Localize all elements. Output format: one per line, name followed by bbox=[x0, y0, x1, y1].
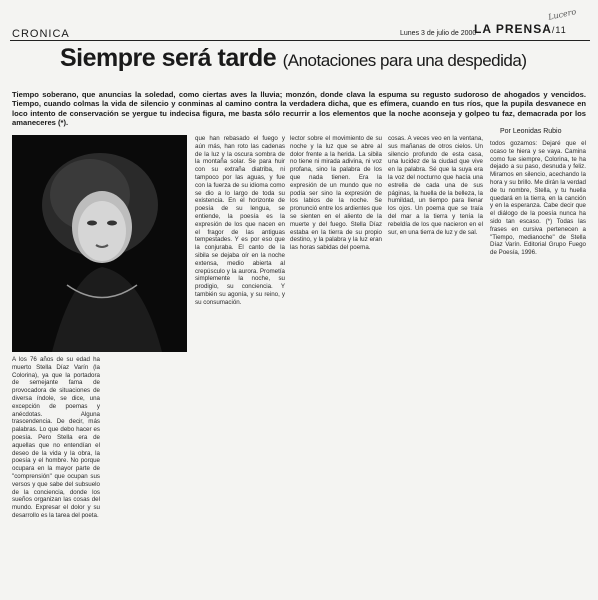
author-byline: Por Leonidas Rubio bbox=[500, 128, 562, 135]
handwritten-note: Lucero bbox=[547, 7, 577, 22]
body-column-4: cosas. A veces veo en la ventana, sus mañanas de otros cielos. Un silencio profundo de esta casa, una lucidez de la ciudad que vive en la palabra. Sé que la suya era la voz del nocturno que hacía una estrella de cada una de sus páginas, la huella de la belleza, la humildad, un tiempo para llenar los ojos. Un poema que se traía del mar a la tierra y tenía la rebeldía de los que nacieron en el sur, en una tierra de luz y de sal. bbox=[388, 135, 483, 236]
body-column-5: todos gozamos: Dejaré que el ocaso te hiera y se vaya. Camina como fue siempre, Colorina, te ha dejado a su paso, desnuda y feliz. Miramos en silencio, acechando la hora y su brillo. Me dirán la verdad de tu nombre, Stella, y tu huella quedará en la tierra, en la canción y en la esperanza. Cabe decir que el diálogo de la poesía nunca ha sido tan escaso. (*) Todas las frases en cursiva pertenecen a "Tiempo, medianoche" de Stella Díaz Varín. Editorial Grupo Fuego de Poesía, 1996. bbox=[490, 140, 586, 257]
body-column-1: A los 76 años de su edad ha muerto Stella Díaz Varín (la Colorina), ya que la portadora de semejante fama de provocadora de situaciones de diversa índole, se dice, una excepción de poemas y anécdotas. Alguna trascendencia. De decir, más palabras. Lo que debo hacer es poesía. Pero Stella era de aquellas que no entendían el deseo de la vida y la obra, la poesía y el hombre. No porque ocupara en la mayor parte de "comprensión" que ocupan sus versos y que sabe del subsuelo de la conciencia, donde los sueños organizan las cosas del mundo. Expresar el dolor y su desarrollo es la tarea del poeta. bbox=[12, 356, 100, 519]
portrait-image bbox=[12, 135, 187, 352]
header-rule bbox=[10, 40, 590, 41]
body-column-3: lector sobre el movimiento de su noche y la luz que se abre al dolor frente a la herida. La sibila no tiene ni mirada adivina, ni voz profana, sino la palabra de los que nada tienen. Era la expresión de un mundo que no podía ser sino la expresión de los labios de la noche. Se pronunció entre los ardientes que se sienten en el aliento de la muerte y del fuego. Stella Díaz estaba en la tierra de su propio destino, y la palabra y la luz eran las horas sabidas del poema. bbox=[290, 135, 382, 252]
article-headline bbox=[60, 44, 526, 73]
section-label: CRONICA bbox=[12, 28, 70, 40]
article-lead: Tiempo soberano, que anuncias la soledad, como ciertas aves la lluvia; monzón, donde clava la espuma su regusto sudoroso de ahogados y vencidos. Tiempo, cuando colmas la vida de silencio y conminas al camino contra la verdadera dicha, que es efímera, cuando en tus ríos, que la pupila desvanece en loco intento de conservación se yergue tu indecisa figura, me basta sólo recurrir a los elementos que la noche aconseja y golpeo tu faz, demacrada por los amaneceres (*). bbox=[12, 90, 586, 128]
issue-date: Lunes 3 de julio de 2000 bbox=[400, 30, 477, 37]
portrait-photo bbox=[12, 135, 187, 352]
article-subtitle: (Anotaciones para una despedida) bbox=[282, 51, 527, 70]
newspaper-name bbox=[474, 22, 567, 36]
newspaper-title: LA PRENSA bbox=[474, 22, 552, 36]
article-title: Siempre será tarde bbox=[60, 44, 277, 72]
body-column-2: que han rebasado el fuego y aún más, han roto las cadenas de la luz y la oscura sombra de la montaña solar. Se para huir con su extraña diatriba, ni tampoco por las aguas, y fue con la fuerza de su idioma como se dio a lo largo de toda su existencia. En el horizonte de poesía de su lengua, se entiende, la poesía es la expresión de los que nacen en el fragor de las antiguas tempestades. Y es por eso que la conjuraba. El canto de la sibila se dejaba oír en la noche extensa, medio abierta al crepúsculo y la aurora. Prometía simplemente la noche, su prodigio, su conciencia. Y también su agonía, y su reino, y su consumación. bbox=[195, 135, 285, 306]
page-number: /11 bbox=[551, 25, 567, 35]
